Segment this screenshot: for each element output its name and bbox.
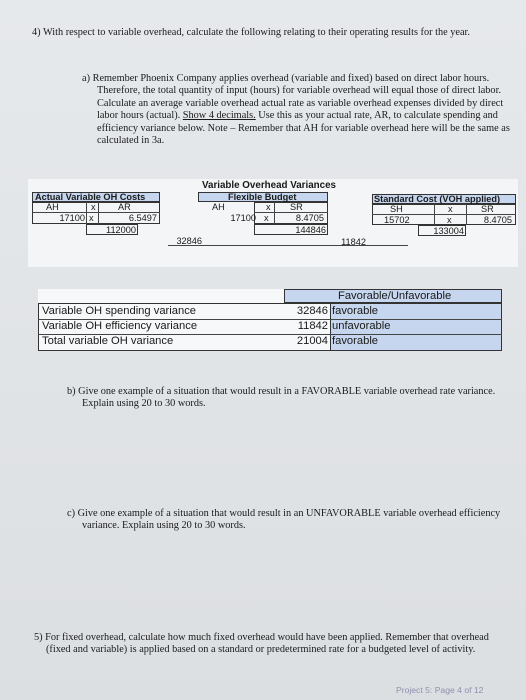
page-footer: Project 5: Page 4 of 12 [396,685,484,695]
summary-row-1-value: 32846 [296,305,328,317]
question-4: 4) With respect to variable overhead, calculate the following relating to their operating results for the year. [32,27,470,38]
spending-diff-value: 32846 [176,236,202,246]
summary-row-3-status: favorable [332,335,379,347]
summary-row-1-status: favorable [332,305,379,317]
actual-x-value: x [89,213,94,223]
summary-row-3-label: Total variable OH variance [42,335,174,347]
question-4c: c) Give one example of a situation that would result in an UNFAVORABLE variable overhead efficiency variance. Explain using 20 to 30 words. [67,508,501,532]
summary-row-1-label: Variable OH spending variance [42,305,197,317]
question-4a-lead: a) Remember Phoenix Company applies overhead (variable and fixed) based on direct labor hours. Therefore, the total quantity of input (hours) for variable overhead will equal those of direct labor. Calculate an average variable overhead actual rate as variable overhead expenses divided by direct labor hours (actual). [82,73,504,122]
std-sh-header: SH [390,204,403,214]
actual-ah-value: 17100 [59,213,85,223]
question-4a-tail: Use this as your actual rate, AR, to calculate spending and efficiency variance below. Note – Remember that AH for variable overhead here will be the same as calculated in 3a. [97,110,510,147]
variance-spreadsheet [28,179,518,267]
flexible-budget-title: Flexible Budget [228,192,297,202]
flex-sr-header: SR [290,202,303,212]
question-4b: b) Give one example of a situation that would result in a FAVORABLE variable overhead rate variance. Explain using 20 to 30 words. [67,386,496,410]
summary-row-2-value: 11842 [297,320,328,332]
flex-total-value: 144846 [295,225,326,235]
summary-row-2-label: Variable OH efficiency variance [42,320,198,332]
question-4a [82,73,515,147]
std-sr-header: SR [481,204,494,214]
std-x-value: x [447,215,452,225]
grid-line [98,202,99,224]
variances-title: Variable Overhead Variances [202,180,336,191]
actual-ah-header: AH [46,202,59,212]
flex-x-header: x [266,202,271,212]
actual-costs-title: Actual Variable OH Costs [35,192,146,202]
flex-ah-value: 17100 [230,213,256,223]
efficiency-diff-value: 11842 [341,237,366,247]
actual-ar-header: AR [118,202,131,212]
std-total-value: 133004 [433,226,464,236]
actual-ar-value: 6.5497 [128,213,157,223]
standard-cost-title: Standard Cost (VOH applied) [374,194,501,204]
variance-summary-table [38,289,502,351]
actual-x-header: x [91,202,96,212]
actual-total-value: 112000 [106,225,136,235]
flex-x-value: x [264,213,269,223]
grid-line [168,245,408,246]
summary-header: Favorable/Unfavorable [338,290,452,302]
std-x-header: x [448,204,453,214]
std-sh-value: 15702 [384,215,410,225]
question-4a-underline: Show 4 decimals. [182,110,256,122]
question-5: 5) For fixed overhead, calculate how much fixed overhead would have been applied. Remember that overhead (fixed and variable) is applied based on a standard or predetermined rate for a budgeted level of activity. [34,632,489,656]
flex-sr-value: 8.4705 [295,213,324,223]
grid-line [86,202,87,224]
std-sr-value: 8.4705 [483,215,512,225]
flex-ah-header: AH [212,202,225,212]
summary-row-2-status: unfavorable [332,320,391,332]
summary-row-3-value: 21004 [296,335,328,347]
grid-line [274,202,275,224]
